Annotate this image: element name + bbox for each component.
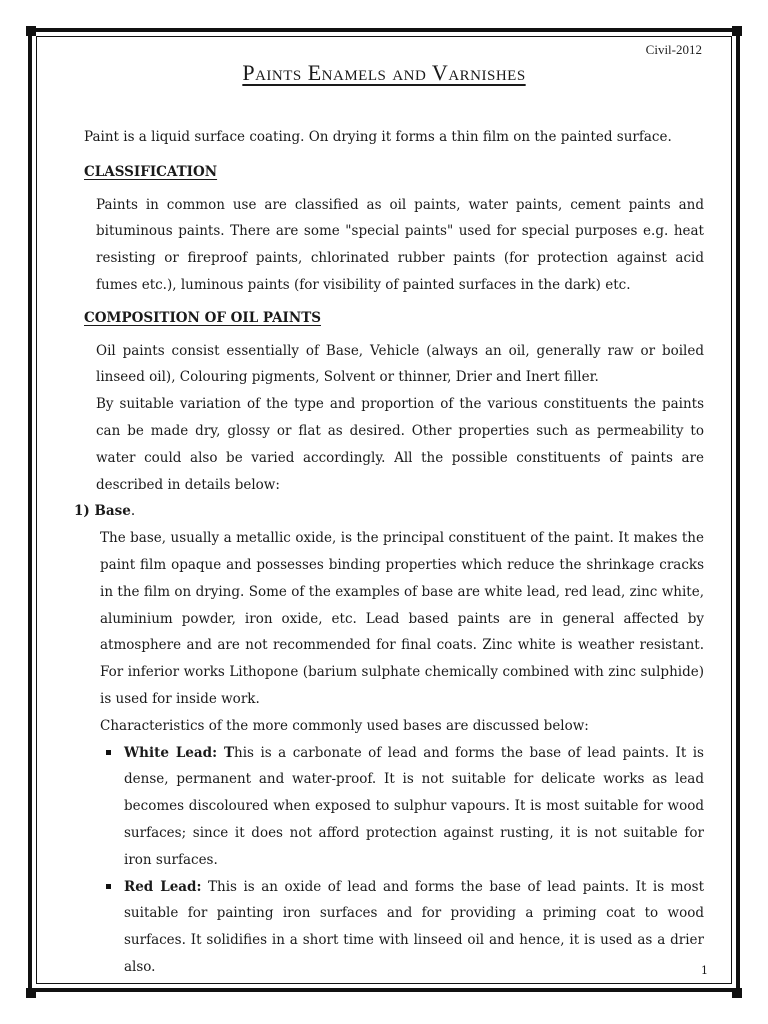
border-corner-bottom-right	[732, 988, 742, 998]
border-corner-top-left	[26, 26, 36, 36]
list-item-text: This is an oxide of lead and forms the base of lead paints. It is most suitable for painting iron surfaces and for providing a priming coat to wood surfaces. It solidifies in a short time with linseed oil and hence, it is used as a drier also.	[124, 878, 704, 975]
classification-paragraph: Paints in common use are classified as oil paints, water paints, cement paints and bituminous paints. There are some "special paints" used for special purposes e.g. heat resisting or fireproof paints, chlorinated rubber paints (for protection against acid fumes etc.), luminous paints (for visibility of painted surfaces in the dark) etc.	[96, 196, 704, 293]
composition-paragraph-1: Oil paints consist essentially of Base, Vehicle (always an oil, generally raw or boiled linseed oil), Colouring pigments, Solvent or thinner, Drier and Inert filler.	[96, 342, 704, 386]
list-item-label: White Lead: T	[124, 744, 235, 761]
base-item-number: 1)	[74, 503, 90, 520]
list-item-text: his is a carbonate of lead and forms the base of lead paints. It is dense, permanent and water-proof. It is not suitable for delicate works as lead becomes discoloured when exposed to sulphur vapours. It is most suitable for wood surfaces; since it does not afford protection against rusting, it is not suitable for iron surfaces.	[124, 744, 704, 868]
base-item-label-suffix: .	[130, 503, 136, 520]
classification-heading: CLASSIFICATION	[84, 163, 218, 180]
document-body	[74, 124, 704, 981]
square-bullet-icon	[106, 750, 111, 755]
square-bullet-icon	[106, 884, 111, 889]
base-item-title	[74, 498, 704, 525]
base-characteristics-list	[84, 740, 704, 981]
list-item	[106, 874, 704, 981]
base-paragraph: The base, usually a metallic oxide, is the principal constituent of the paint. It makes the paint film opaque and possesses binding properties which reduce the shrinkage cracks in the film on drying. Some of the examples of base are white lead, red lead, zinc white, aluminium powder, iron oxide, etc. Lead based paints are in general affected by atmosphere and are not recommended for final coats. Zinc white is weather resistant. For inferior works Lithopone (barium sulphate chemically combined with zinc sulphide) is used for inside work.	[100, 530, 704, 707]
base-item-label: Base	[94, 503, 131, 520]
border-corner-top-right	[732, 26, 742, 36]
header-tag: Civil-2012	[645, 42, 702, 57]
composition-paragraph-2: By suitable variation of the type and proportion of the various constituents the paints can be made dry, glossy or flat as desired. Other properties such as permeability to water could also be varied accordingly. All the possible constituents of paints are described in details below:	[96, 396, 704, 493]
page-number: 1	[701, 964, 708, 977]
document-title: Paints Enamels and Varnishes	[242, 60, 526, 85]
intro-paragraph: Paint is a liquid surface coating. On drying it forms a thin film on the painted surface.	[84, 129, 672, 145]
list-item	[106, 740, 704, 874]
composition-heading: COMPOSITION OF OIL PAINTS	[84, 309, 321, 326]
border-corner-bottom-left	[26, 988, 36, 998]
base-characteristics-intro: Characteristics of the more commonly used bases are discussed below:	[100, 717, 589, 734]
list-item-label: Red Lead:	[124, 878, 202, 895]
